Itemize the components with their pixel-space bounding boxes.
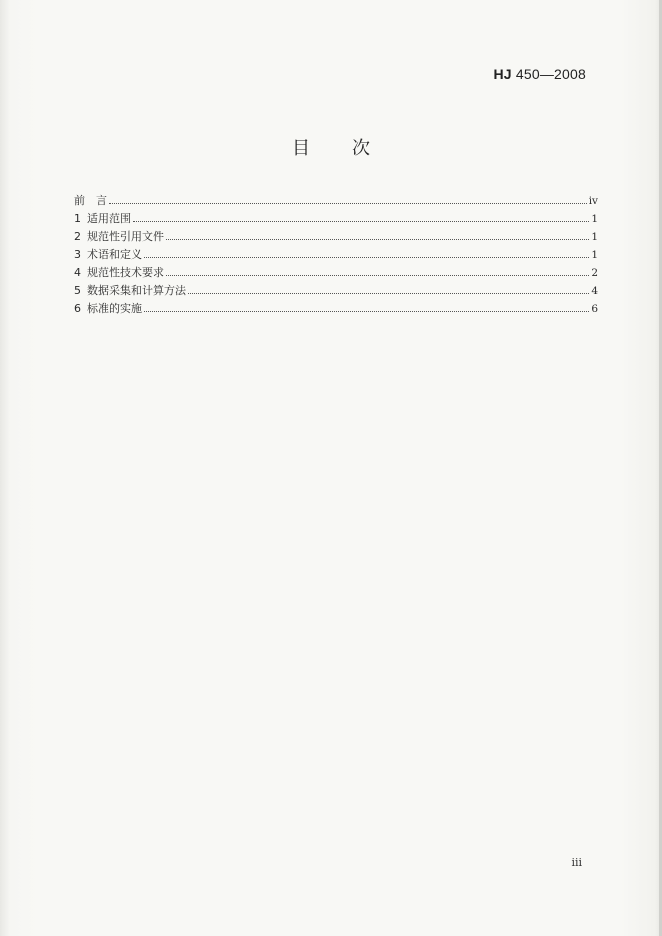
toc-entry-label: 前 言 bbox=[74, 194, 107, 207]
standard-number: 450—2008 bbox=[515, 66, 586, 82]
toc-entry-normative-references[interactable] bbox=[74, 228, 598, 246]
toc-entry-number: 4 bbox=[74, 266, 81, 279]
toc-entry-number: 1 bbox=[74, 212, 81, 225]
toc-leader-dots bbox=[109, 202, 587, 204]
toc-entry-scope[interactable] bbox=[74, 210, 598, 228]
toc-entry-title: 标准的实施 bbox=[87, 302, 142, 315]
toc-entry-label bbox=[74, 246, 142, 262]
toc-entry-page: iv bbox=[588, 195, 598, 207]
toc-entry-title: 术语和定义 bbox=[87, 248, 142, 261]
toc-leader-dots bbox=[144, 310, 589, 312]
toc-entry-data-collection[interactable] bbox=[74, 282, 598, 300]
page-number: iii bbox=[571, 856, 582, 869]
toc-entry-page: 1 bbox=[591, 231, 598, 243]
toc-entry-label bbox=[74, 282, 186, 298]
toc-entry-label bbox=[74, 300, 142, 316]
toc-entry-technical-requirements[interactable] bbox=[74, 264, 598, 282]
toc-leader-dots bbox=[133, 220, 589, 222]
standard-prefix: HJ bbox=[493, 66, 512, 82]
toc-title-char-1: 目 bbox=[292, 138, 310, 159]
toc-leader-dots bbox=[166, 274, 589, 276]
toc-entry-label bbox=[74, 210, 131, 226]
toc-leader-dots bbox=[166, 238, 589, 240]
toc-leader-dots bbox=[144, 256, 589, 258]
toc-entry-title: 数据采集和计算方法 bbox=[87, 284, 186, 297]
toc-leader-dots bbox=[188, 292, 589, 294]
toc-entry-page: 4 bbox=[591, 285, 598, 297]
table-of-contents bbox=[74, 192, 598, 318]
toc-entry-terms-definitions[interactable] bbox=[74, 246, 598, 264]
toc-entry-title: 规范性技术要求 bbox=[87, 266, 164, 279]
toc-entry-implementation[interactable] bbox=[74, 300, 598, 318]
toc-entry-number: 3 bbox=[74, 248, 81, 261]
toc-entry-title: 规范性引用文件 bbox=[87, 230, 164, 243]
toc-entry-page: 6 bbox=[591, 303, 598, 315]
toc-entry-number: 6 bbox=[74, 302, 81, 315]
standard-code bbox=[494, 66, 587, 82]
toc-entry-title: 适用范围 bbox=[87, 212, 131, 225]
toc-entry-label bbox=[74, 228, 164, 244]
toc-entry-number: 5 bbox=[74, 284, 81, 297]
toc-entry-page: 2 bbox=[591, 267, 598, 279]
toc-entry-page: 1 bbox=[591, 249, 598, 261]
toc-title bbox=[0, 134, 662, 160]
toc-title-char-2: 次 bbox=[352, 138, 370, 159]
toc-entry-page: 1 bbox=[591, 213, 598, 225]
toc-entry-label bbox=[74, 264, 164, 280]
toc-entry-foreword[interactable] bbox=[74, 192, 598, 210]
toc-entry-number: 2 bbox=[74, 230, 81, 243]
